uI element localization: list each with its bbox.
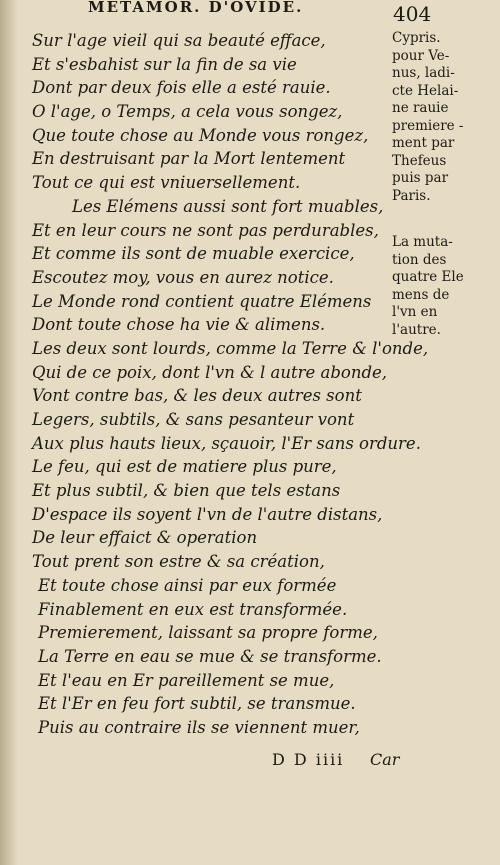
verse-line: Et l'Er en feu fort subtil, se transmue.	[38, 694, 356, 714]
verse-line: De leur effaict & operation	[32, 528, 258, 548]
verse-line: Et comme ils sont de muable exercice,	[32, 244, 355, 264]
verse-line: Premierement, laissant sa propre forme,	[38, 623, 378, 643]
margin-note-line: ne rauie	[392, 100, 449, 116]
verse-line: Tout prent son estre & sa création,	[32, 552, 325, 572]
verse-line: Legers, subtils, & sans pesanteur vont	[32, 410, 355, 429]
catchword: Car	[370, 750, 400, 769]
page-number: 404	[393, 2, 432, 26]
verse-block	[32, 29, 428, 740]
verse-line: Sur l'age vieil qui sa beauté efface,	[32, 31, 326, 50]
verse-line: Et l'eau en Er pareillement se mue,	[38, 670, 335, 690]
verse-line: Dont par deux fois elle a esté rauie.	[32, 78, 331, 98]
verse-line: Escoutez moy, vous en aurez notice.	[32, 267, 334, 287]
margin-note-line: Paris.	[392, 187, 431, 204]
verse-line: Finablement en eux est transformée.	[38, 599, 348, 619]
verse-line: Tout ce qui est vniuersellement.	[32, 173, 301, 193]
verse-line: Et en leur cours ne sont pas perdurables,	[32, 220, 379, 240]
verse-line: D'espace ils soyent l'vn de l'autre distans,	[32, 504, 383, 524]
margin-note-line: l'vn en	[392, 304, 438, 320]
verse-line: Le feu, qui est de matiere plus pure,	[32, 457, 337, 477]
verse-line: Qui de ce poix, dont l'vn & l autre abonde,	[32, 362, 388, 382]
margin-note-line: cte Helai-	[392, 82, 459, 99]
verse-line: Et toute chose ainsi par eux formée	[38, 575, 337, 595]
verse-line: Les deux sont lourds, comme la Terre & l'onde,	[32, 338, 429, 358]
margin-note-line: Thefeus	[392, 152, 447, 169]
margin-note-line: Cypris.	[392, 30, 441, 46]
verse-line: Le Monde rond contient quatre Elémens	[32, 291, 372, 311]
margin-note-line: pour Ve-	[392, 47, 450, 64]
verse-line: La Terre en eau se mue & se transforme.	[38, 646, 382, 666]
gutter-shadow	[0, 0, 18, 865]
margin-note-line: quatre Ele	[392, 269, 464, 285]
signature-mark: D D iiii	[272, 750, 345, 769]
margin-note-cypris	[392, 30, 464, 205]
verse-line: Les Elémens aussi sont fort muables,	[72, 196, 384, 216]
margin-note-line: puis par	[392, 170, 449, 186]
verse-line: Puis au contraire ils se viennent muer,	[38, 717, 360, 737]
margin-note-line: premiere -	[392, 117, 464, 134]
verse-line: Que toute chose au Monde vous rongez,	[32, 125, 369, 145]
verse-line: Dont toute chose ha vie & alimens.	[32, 315, 326, 335]
margin-note-line: La muta-	[392, 234, 453, 250]
verse-line: Et plus subtil, & bien que tels estans	[32, 481, 341, 501]
running-title: METAMOR. D'OVIDE.	[88, 0, 304, 16]
verse-line: En destruisant par la Mort lentement	[32, 149, 346, 169]
verse-line: O l'age, o Temps, a cela vous songez,	[32, 102, 343, 122]
margin-note-line: l'autre.	[392, 321, 441, 338]
margin-note-line: tion des	[392, 251, 447, 268]
verse-line: Vont contre bas, & les deux autres sont	[32, 386, 362, 406]
margin-note-line: nus, ladi-	[392, 65, 455, 81]
verse-line: Et s'esbahist sur la fin de sa vie	[32, 54, 297, 74]
margin-note-line: ment par	[392, 135, 455, 151]
margin-note-mutation	[392, 234, 464, 339]
verse-line: Aux plus hauts lieux, sçauoir, l'Er sans ordure.	[32, 433, 421, 453]
margin-note-line: mens de	[392, 286, 450, 303]
